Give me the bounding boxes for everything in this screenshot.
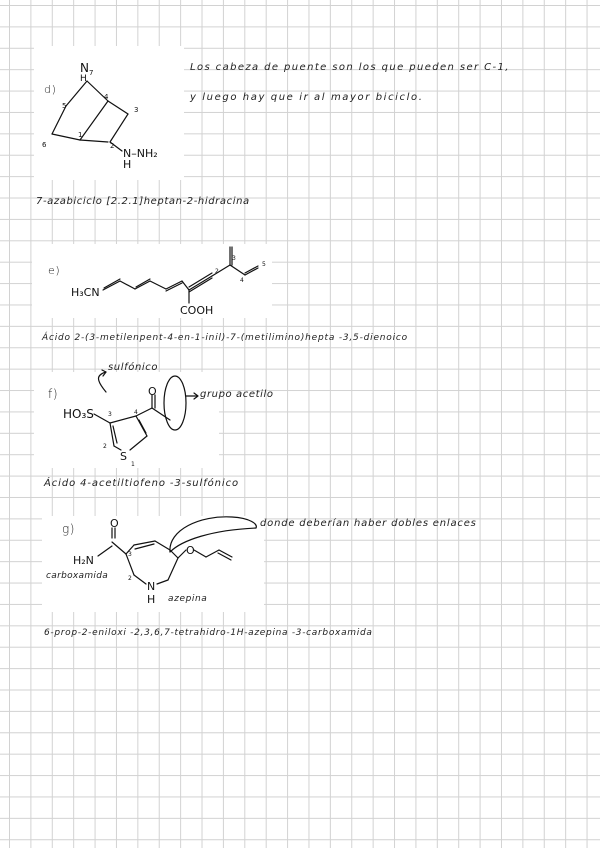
d-bridge-h: H — [80, 74, 87, 84]
name-f: Ácido 4-acetiltiofeno -3-sulfónico — [44, 478, 239, 489]
f-num-2: 2 — [103, 443, 107, 450]
d-num-3: 3 — [134, 106, 139, 114]
d-num-7: 7 — [89, 69, 94, 77]
note-line-1: Los cabeza de puente son los que pueden ser C-1, — [190, 62, 510, 73]
g-ring-h: H — [147, 593, 156, 606]
f-num-1: 1 — [131, 461, 135, 468]
f-num-3: 3 — [108, 411, 112, 418]
g-carbonyl-o: O — [110, 517, 119, 530]
d-num-4: 4 — [104, 93, 109, 101]
annotation-acetyl: grupo acetilo — [200, 389, 274, 400]
d-num-5: 5 — [62, 102, 67, 110]
g-ring-n: N — [147, 580, 156, 593]
name-e: Ácido 2-(3-metilenpent-4-en-1-inil)-7-(metilimino)hepta -3,5-dienoico — [42, 333, 408, 343]
e-left-group: H₃CN — [71, 286, 100, 299]
g-ether-o: O — [186, 544, 195, 557]
g-amide-group: H₂N — [73, 554, 94, 567]
note-line-2: y luego hay que ir al mayor biciclo. — [190, 92, 424, 103]
annotation-sulfonic: sulfónico — [108, 362, 159, 373]
e-num-5: 5 — [262, 261, 266, 268]
annotation-double-bonds: donde deberían haber dobles enlaces — [260, 518, 477, 529]
d-substituent-h: H — [123, 158, 132, 171]
d-bridge-n: N — [80, 61, 89, 75]
annotation-carboxamida: carboxamida — [46, 571, 109, 581]
exercise-g-letter: g) — [62, 522, 76, 536]
e-num-2: 2 — [215, 268, 219, 275]
e-acid-group: COOH — [180, 304, 214, 317]
exercise-f-letter: f) — [48, 387, 59, 401]
f-num-4: 4 — [134, 409, 138, 416]
e-num-3: 3 — [232, 255, 236, 262]
e-num-4: 4 — [240, 277, 244, 284]
name-g: 6-prop-2-eniloxi -2,3,6,7-tetrahidro-1H-azepina -3-carboxamida — [44, 628, 373, 638]
d-num-1: 1 — [78, 131, 83, 139]
exercise-d-letter: d) — [44, 83, 57, 96]
exercise-e-letter: e) — [48, 264, 61, 277]
d-substituent: N–NH₂ — [123, 147, 158, 160]
f-sulfur: S — [120, 450, 127, 463]
f-sulfo-group: HO₃S — [63, 407, 94, 421]
g-num-2: 2 — [128, 575, 132, 582]
g-num-3: 3 — [128, 551, 132, 558]
name-d: 7-azabiciclo [2.2.1]heptan-2-hidracina — [36, 196, 250, 207]
f-oxygen: O — [148, 385, 157, 398]
annotation-azepina: azepina — [168, 594, 208, 604]
d-num-2: 2 — [110, 142, 115, 150]
d-num-6: 6 — [42, 141, 47, 149]
